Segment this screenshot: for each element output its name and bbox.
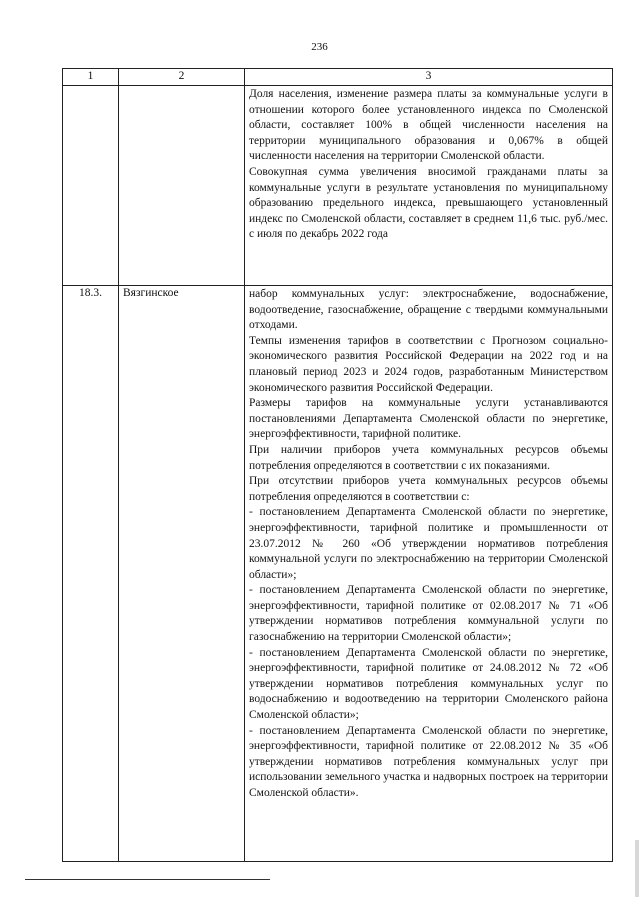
row-number-cell	[63, 86, 119, 286]
table-header-row	[63, 69, 613, 86]
paragraph: При отсутствии приборов учета коммунальных ресурсов объемы потребления определяются в соответствии с:	[249, 475, 608, 503]
column-header-3: 3	[245, 69, 613, 86]
paragraph: - постановлением Департамента Смоленской области по энергетике, энергоэффективности, тарифной политике и промышленности от 23.07.2012 № 260 «Об утверждении нормативов потребления коммунальной услуги по электроснабжению на территории Смоленской области»;	[249, 506, 608, 581]
page-number: 236	[311, 41, 328, 53]
paragraph: Темпы изменения тарифов в соответствии с Прогнозом социально-экономического развития Российской Федерации на 2022 год и на плановый период 2023 и 2024 годов, разработанным Министерством экономического развития Российской Федерации.	[249, 334, 608, 394]
paragraph: При наличии приборов учета коммунальных ресурсов объемы потребления определяются в соответствии с их показаниями.	[249, 443, 608, 472]
paragraph: - постановлением Департамента Смоленской области по энергетике, энергоэффективности, тарифной политике от 02.08.2017 № 71 «Об утверждении нормативов потребления коммунальной услуги по газоснабжению на территории Смоленской области»;	[249, 584, 608, 644]
document-table	[62, 68, 613, 862]
description-cell	[245, 86, 613, 286]
table-row	[63, 286, 613, 862]
scan-edge-shadow	[635, 840, 639, 897]
paragraph: Доля населения, изменение размера платы за коммунальные услуги в отношении которого более установленного индекса по Смоленской области, составляет 100% в общей численности населения на территории муниципального образования и 0,067% в общей численности населения на территории Смоленской области.	[249, 88, 608, 163]
table-row	[63, 86, 613, 286]
paragraph: - постановлением Департамента Смоленской области по энергетике, энергоэффективности, тарифной политике от 24.08.2012 № 72 «Об утверждении нормативов потребления коммунальных услуг по водоснабжению и водоотведению на территории Смоленского района Смоленской области»;	[249, 646, 608, 722]
paragraph: Размеры тарифов на коммунальные услуги устанавливаются постановлениями Департамента Смоленской области по энергетике, энергоэффективности, тарифной политике.	[249, 397, 608, 441]
municipality-name-cell	[119, 86, 245, 286]
row-number-cell: 18.3.	[63, 286, 119, 862]
municipality-name-cell: Вязгинское	[119, 286, 245, 862]
column-header-2: 2	[119, 69, 245, 86]
paragraph: Совокупная сумма увеличения вносимой гражданами платы за коммунальные услуги в результате установления по муниципальному образованию предельного индекса, превышающего установленный индекс по Смоленской области, составляет в среднем 11,6 тыс. руб./мес. с июля по декабрь 2022 года	[249, 165, 608, 241]
footer-divider	[25, 879, 270, 880]
description-cell	[245, 286, 613, 862]
paragraph: - постановлением Департамента Смоленской области по энергетике, энергоэффективности, тарифной политике от 22.08.2012 № 35 «Об утверждении нормативов потребления коммунальных услуг при использовании земельного участка и надворных построек на территории Смоленской области».	[249, 724, 608, 799]
paragraph: набор коммунальных услуг: электроснабжение, водоснабжение, водоотведение, газоснабжение, обращение с твердыми коммунальными отходами.	[249, 288, 608, 332]
column-header-1: 1	[63, 69, 119, 86]
